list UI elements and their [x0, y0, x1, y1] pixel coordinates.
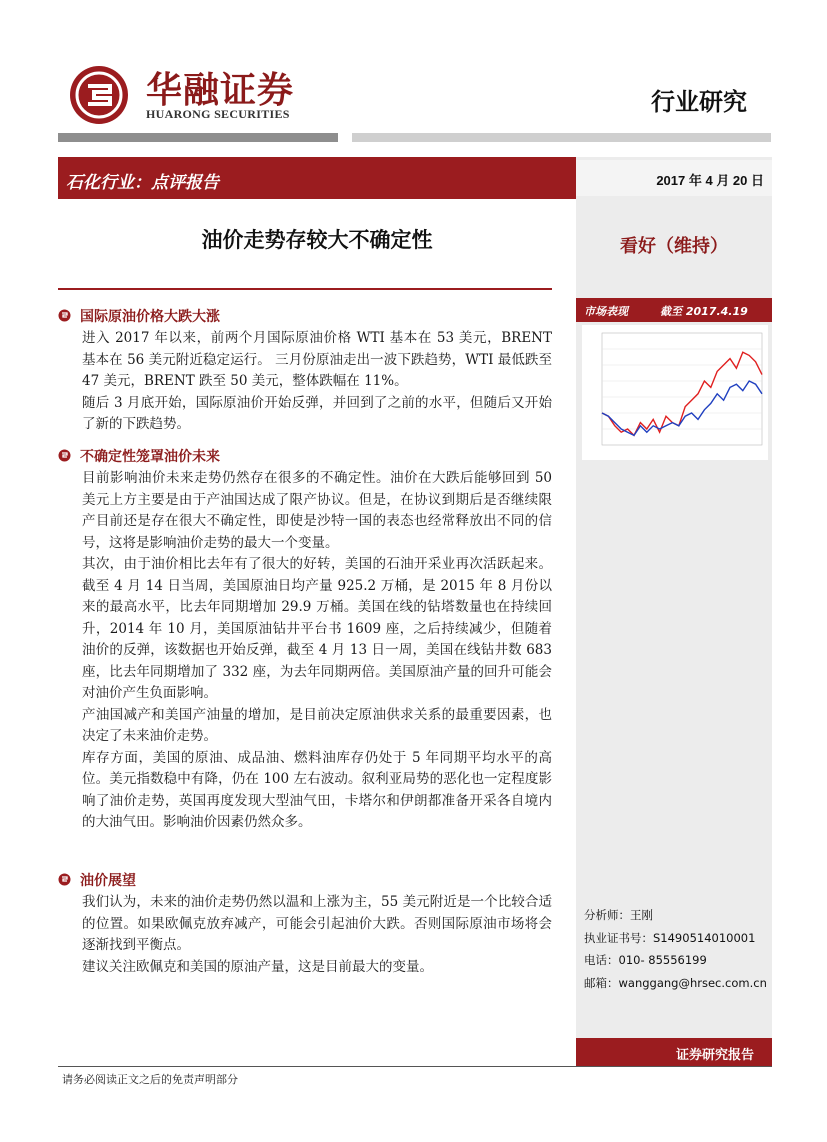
section-bullet-icon: [58, 449, 71, 462]
report-date: 2017 年 4 月 20 日: [656, 173, 764, 188]
section-title: 油价展望: [80, 873, 136, 889]
chart-series-line-2: [602, 381, 762, 435]
report-type-band: [576, 1038, 772, 1066]
market-performance-chart: [582, 325, 768, 460]
huarong-logo-icon: [68, 64, 130, 126]
rating: 看好（维持）: [620, 236, 728, 257]
report-type: 证券研究报告: [675, 1048, 754, 1063]
section-bullet-icon: [58, 309, 71, 322]
section-title: 国际原油价格大跌大涨: [80, 309, 220, 325]
footer-divider: [58, 1066, 772, 1067]
header-bar-dark: [58, 133, 338, 142]
report-title: 油价走势存较大不确定性: [201, 228, 433, 252]
paragraph: 进入 2017 年以来，前两个月国际原油价格 WTI 基本在 53 美元，BRENT 基本在 56 美元附近稳定运行。 三月份原油走出一波下跌趋势，WTI 最低跌至 47 美元，BRENT 跌至 50 美元，整体跌幅在 11%。: [82, 330, 552, 389]
section-body-3: [82, 892, 552, 978]
title-divider: [58, 288, 552, 290]
paragraph: 我们认为，未来的油价走势仍然以温和上涨为主，55 美元附近是一个比较合适的位置。如果欧佩克放弃减产，可能会引起油价大跌。否则国际原油市场将会逐渐找到平衡点。: [82, 894, 552, 953]
paragraph: 库存方面，美国的原油、成品油、燃料油库存仍处于 5 年同期平均水平的高位。美元指数稳中有降，仍在 100 左右波动。叙利亚局势的恶化也一定程度影响了油价走势，英国再度发现大型油气田，卡塔尔和伊朗都准备开采各自境内的大油气田。影响油价因素仍然众多。: [82, 749, 552, 830]
analyst-info: [584, 904, 770, 994]
analyst-phone: 电话：010- 85556199: [584, 953, 707, 967]
category-title: 石化行业：点评报告: [66, 173, 219, 193]
section-body-1: [82, 328, 552, 436]
section-body-2: [82, 468, 552, 834]
section-bullet-icon: [58, 873, 71, 886]
market-label: 市场表现: [584, 305, 628, 318]
paragraph: 随后 3 月底开始，国际原油价开始反弹，并回到了之前的水平，但随后又开始了新的下跌趋势。: [82, 394, 552, 432]
report-date-box: [576, 160, 772, 196]
chart-series-line-1: [602, 352, 762, 435]
analyst-email: 邮箱：wanggang@hrsec.com.cn: [584, 975, 767, 990]
paragraph: 产油国减产和美国产油量的增加，是目前决定原油供求关系的最重要因素，也决定了未来油价走势。: [82, 706, 552, 744]
brand-name-cn: 华融证券: [146, 70, 295, 111]
paragraph: 建议关注欧佩克和美国的原油产量，这是目前最大的变量。: [82, 958, 433, 975]
header-bar-light: [352, 133, 771, 142]
document-type: 行业研究: [651, 88, 747, 116]
chart-frame: [602, 333, 762, 445]
paragraph: 其次，由于油价相比去年有了很大的好转，美国的石油开采业再次活跃起来。截至 4 月 14 日当周，美国原油日均产量 925.2 万桶，是 2015 年 8 月份以来的最高水平，比去年同期增加 29.9 万桶。美国在线的钻塔数量也在持续回升，2014 年 10 月，美国原油钻井平台书 1609 座，之后持续减少，但随着油价的反弹，该数据也开始反弹，截至 4 月 13 日一周，美国在线钻井数 683 座，比去年同期增加了 332 座，为去年同期两倍。美国原油产量的回升可能会对油价产生负面影响。: [82, 556, 552, 701]
disclaimer-note: 请务必阅读正文之后的免责声明部分: [62, 1073, 238, 1086]
paragraph: 目前影响油价未来走势仍然存在很多的不确定性。油价在大跌后能够回到 50 美元上方主要是由于产油国达成了限产协议。但是，在协议到期后是否继续限产目前还是存在很大不确定性，即使是沙特一国的表态也经常释放出不同的信号，这将是影响油价走势的最大一个变量。: [82, 470, 552, 551]
section-title: 不确定性笼罩油价未来: [80, 449, 220, 465]
analyst-license: 执业证书号：S1490514010001: [584, 930, 756, 945]
market-date: 截至 2017.4.19: [660, 305, 748, 318]
analyst-name: 分析师：王刚: [584, 908, 653, 922]
brand-name-en: HUARONG SECURITIES: [146, 107, 290, 121]
